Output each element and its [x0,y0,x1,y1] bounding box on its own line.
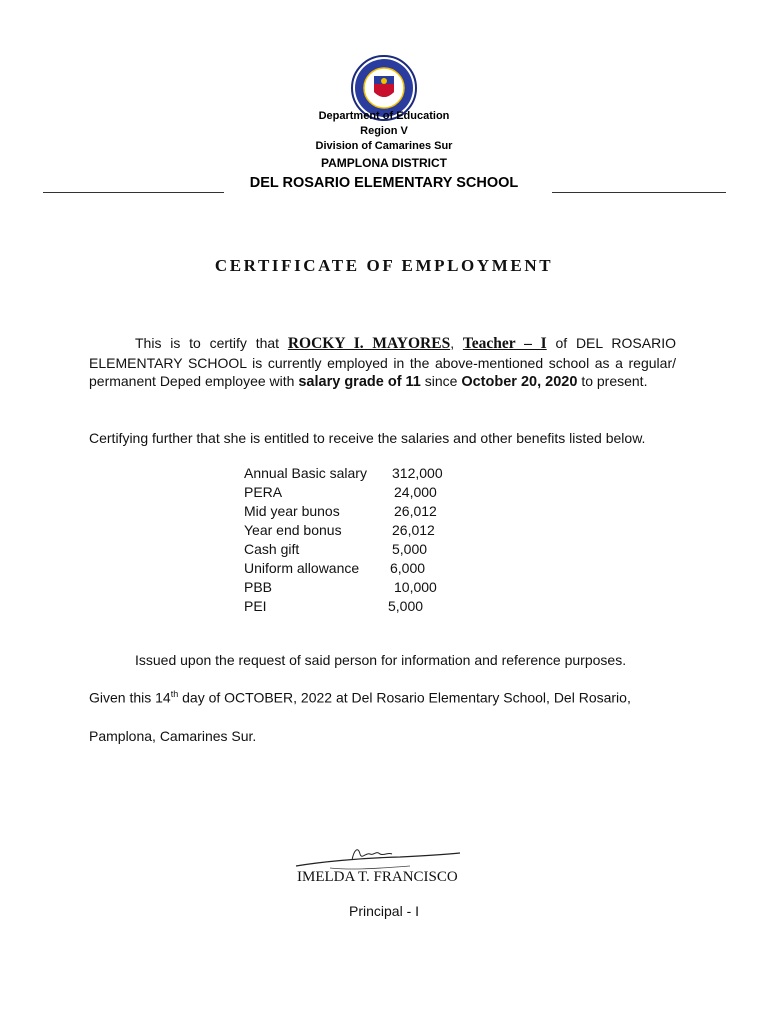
issued-statement: Issued upon the request of said person for information and reference purposes. [135,652,627,668]
benefit-label: PBB [244,579,273,595]
benefits-intro-paragraph: Certifying further that she is entitled to receive the salaries and other benefits listed below. [89,430,646,446]
benefit-amount: 24,000 [394,484,437,500]
signatory-title: Principal - I [348,903,420,919]
certificate-title: CERTIFICATE OF EMPLOYMENT [214,256,554,275]
benefit-label: Uniform allowance [244,560,360,576]
division-name: Division of Camarines Sur [315,140,453,152]
benefit-amount: 312,000 [392,465,443,481]
employee-name: ROCKY I. MAYORES [287,335,451,352]
benefit-label: Year end bonus [244,522,342,538]
header-divider-left [43,192,224,193]
school-name: DEL ROSARIO ELEMENTARY SCHOOL [249,175,519,191]
given-rest: day of OCTOBER, 2022 at Del Rosario Elementary School, Del Rosario, [178,689,631,706]
benefit-amount: 5,000 [388,598,424,614]
given-prefix: Given this 14 [89,689,171,706]
salary-grade: salary grade of 11 [298,374,421,390]
benefit-label: PEI [244,598,267,614]
header-divider-right [552,192,726,193]
comma-text: , [450,335,455,351]
benefit-amount: 5,000 [392,541,428,557]
benefit-label: Mid year bunos [244,503,340,519]
benefit-amount: 6,000 [390,560,426,576]
given-day-suffix: th [170,689,179,699]
benefit-amount: 26,012 [392,522,435,538]
district-name: PAMPLONA DISTRICT [321,156,447,170]
start-date: October 20, 2020 [461,374,578,390]
benefit-label: Annual Basic salary [244,465,367,481]
benefit-label: Cash gift [244,541,300,557]
region-name: Region V [360,125,408,137]
benefit-label: PERA [244,484,283,500]
benefit-amount: 26,012 [394,503,437,519]
given-statement [89,689,631,706]
to-present-text: to present. [581,373,648,389]
department-name: Department of Education [318,110,450,122]
employee-position: Teacher – I [462,335,547,352]
intro-text: This is to certify that [135,335,280,351]
benefit-amount: 10,000 [394,579,437,595]
given-location: Pamplona, Camarines Sur. [89,728,257,744]
certification-paragraph [89,334,676,392]
signatory-name: IMELDA T. FRANCISCO [297,869,458,885]
benefits-list [0,465,768,625]
employment-text: of DEL ROSARIO ELEMENTARY SCHOOL is currently employed in the above-mentioned school as a regular/ permanent Deped employee with [89,335,676,389]
since-text: since [424,373,458,389]
